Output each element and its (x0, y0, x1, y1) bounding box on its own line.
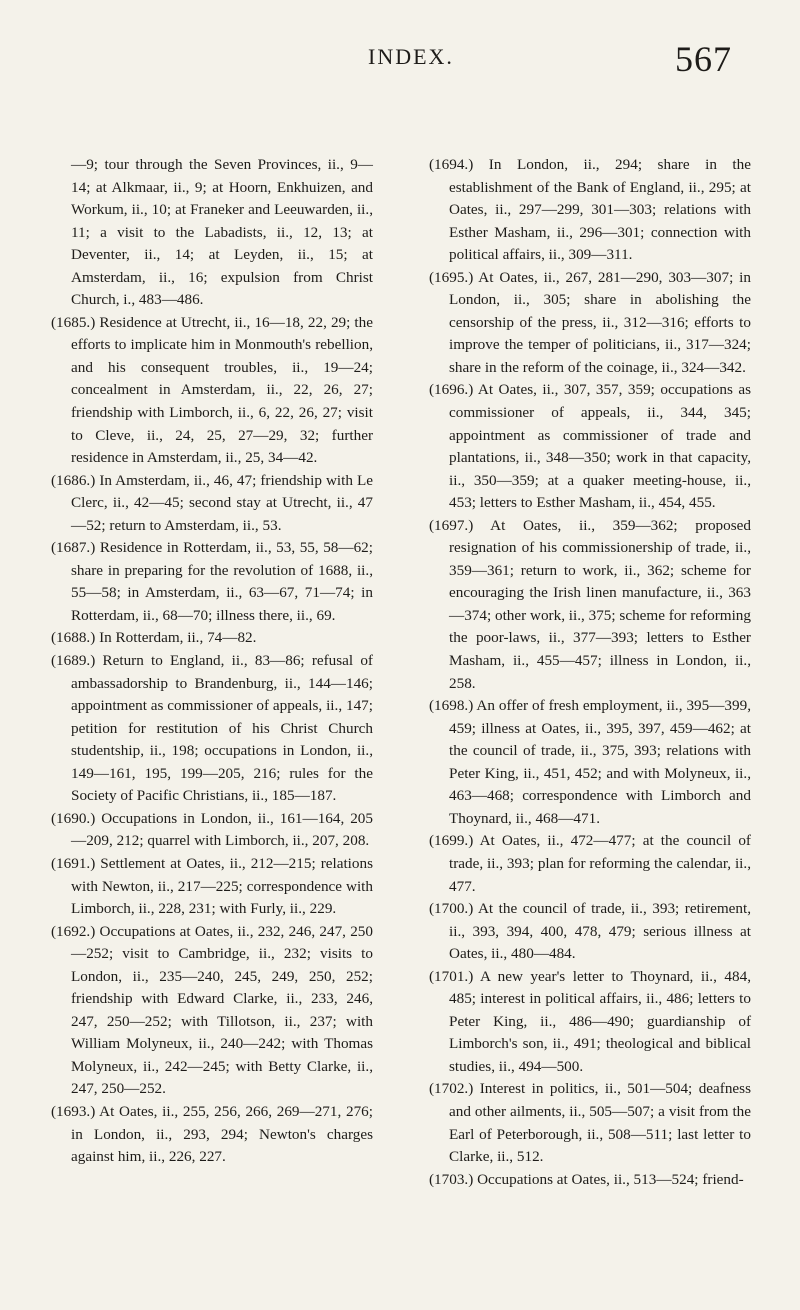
index-entry: (1702.) Interest in politics, ii., 501—504; deafness and other ailments, ii., 505—507; a visit from the Earl of Peterborough, ii., 508—511; last letter to Clarke, ii., 512. (429, 1080, 751, 1166)
index-entry: (1692.) Occupations at Oates, ii., 232, 246, 247, 250—252; visit to Cambridge, ii., 232; visits to London, ii., 235—240, 245, 249, 250, 252; friendship with Edward Clarke, ii., 233, 246, 247, 250—252; with Tillotson, ii., 237; with William Molyneux, ii., 240—242; with Thomas Molyneux, ii., 242—245; with Betty Clarke, ii., 247, 250—252. (51, 922, 373, 1098)
index-entry: (1689.) Return to England, ii., 83—86; refusal of ambassadorship to Brandenburg, ii., 144—146; appointment as commissioner of appeals, ii., 147; petition for restitution of his Christ Church studentship, ii., 198; occupations in London, ii., 149—161, 195, 199—205, 216; rules for the Society of Pacific Christians, ii., 185—187. (51, 652, 373, 805)
page-number: 567 (675, 39, 732, 79)
index-entry: (1700.) At the council of trade, ii., 393; retirement, ii., 393, 394, 400, 478, 479; serious illness at Oates, ii., 480—484. (429, 900, 751, 963)
index-column-right (429, 154, 751, 1191)
index-entry: (1688.) In Rotterdam, ii., 74—82. (51, 629, 257, 647)
index-entry: (1697.) At Oates, ii., 359—362; proposed resignation of his commissionership of trade, ii., 359—361; return to work, ii., 362; scheme for encouraging the Irish linen manufacture, ii., 363—374; other work, ii., 375; scheme for reforming the poor-laws, ii., 377—393; letters to Esther Masham, ii., 455—457; illness in London, ii., 258. (429, 516, 751, 692)
running-title: INDEX. (368, 44, 454, 69)
index-entry: (1699.) At Oates, ii., 472—477; at the council of trade, ii., 393; plan for reforming the calendar, ii., 477. (429, 832, 751, 895)
index-entry: (1691.) Settlement at Oates, ii., 212—215; relations with Newton, ii., 217—225; correspondence with Limborch, ii., 228, 231; with Furly, ii., 229. (51, 854, 373, 918)
index-column-left (51, 154, 373, 1169)
index-entry: (1694.) In London, ii., 294; share in the establishment of the Bank of England, ii., 295; at Oates, ii., 297—299, 301—303; relations with Esther Masham, ii., 296—301; connection with political affairs, ii., 309—311. (429, 156, 751, 264)
index-entry: (1685.) Residence at Utrecht, ii., 16—18, 22, 29; the efforts to implicate him in Monmouth's rebellion, and his consequent troubles, ii., 19—24; concealment in Amsterdam, ii., 22, 26, 27; friendship with Limborch, ii., 6, 22, 26, 27; visit to Cleve, ii., 24, 25, 27—29, 32; further residence in Amsterdam, ii., 25, 34—42. (51, 313, 373, 467)
index-entry: (1693.) At Oates, ii., 255, 256, 266, 269—271, 276; in London, ii., 293, 294; Newton's charges against him, ii., 226, 227. (51, 1102, 373, 1166)
running-head (0, 39, 800, 80)
index-entry: (1696.) At Oates, ii., 307, 357, 359; occupations as commissioner of appeals, ii., 344, 345; appointment as commissioner of trade and plantations, ii., 348—350; work in that capacity, ii., 350—359; at a quaker meeting-house, ii., 453; letters to Esther Masham, ii., 454, 455. (429, 381, 751, 512)
index-entry: (1703.) Occupations at Oates, ii., 513—524; friend- (429, 1170, 744, 1188)
index-entry: (1690.) Occupations in London, ii., 161—164, 205—209, 212; quarrel with Limborch, ii., 207, 208. (51, 809, 373, 850)
index-entry: (1695.) At Oates, ii., 267, 281—290, 303—307; in London, ii., 305; share in abolishing the censorship of the press, ii., 312—316; efforts to improve the temper of politicians, ii., 317—324; share in the reform of the coinage, ii., 324—342. (429, 268, 751, 376)
index-entry: (1698.) An offer of fresh employment, ii., 395—399, 459; illness at Oates, ii., 395, 397, 459—462; at the council of trade, ii., 375, 393; relations with Peter King, ii., 451, 452; and with Molyneux, ii., 463—468; correspondence with Limborch and Thoynard, ii., 468—471. (429, 697, 751, 827)
index-entry: (1686.) In Amsterdam, ii., 46, 47; friendship with Le Clerc, ii., 42—45; second stay at Utrecht, ii., 47—52; return to Amsterdam, ii., 53. (51, 471, 373, 534)
index-entry: —9; tour through the Seven Provinces, ii., 9—14; at Alkmaar, ii., 9; at Hoorn, Enkhuizen, and Workum, ii., 10; at Franeker and Leeuwarden, ii., 11; a visit to the Labadists, ii., 12, 13; at Deventer, ii., 14; at Leyden, ii., 15; at Amsterdam, ii., 16; expulsion from Christ Church, i., 483—486. (71, 156, 373, 309)
index-entry: (1687.) Residence in Rotterdam, ii., 53, 55, 58—62; share in preparing for the revolution of 1688, ii., 55—58; in Amsterdam, ii., 63—67, 71—74; in Rotterdam, ii., 68—70; illness there, ii., 69. (51, 539, 373, 624)
index-entry: (1701.) A new year's letter to Thoynard, ii., 484, 485; interest in political affairs, ii., 486; letters to Peter King, ii., 486—490; guardianship of Limborch's son, ii., 491; theological and biblical studies, ii., 494—500. (429, 967, 751, 1075)
